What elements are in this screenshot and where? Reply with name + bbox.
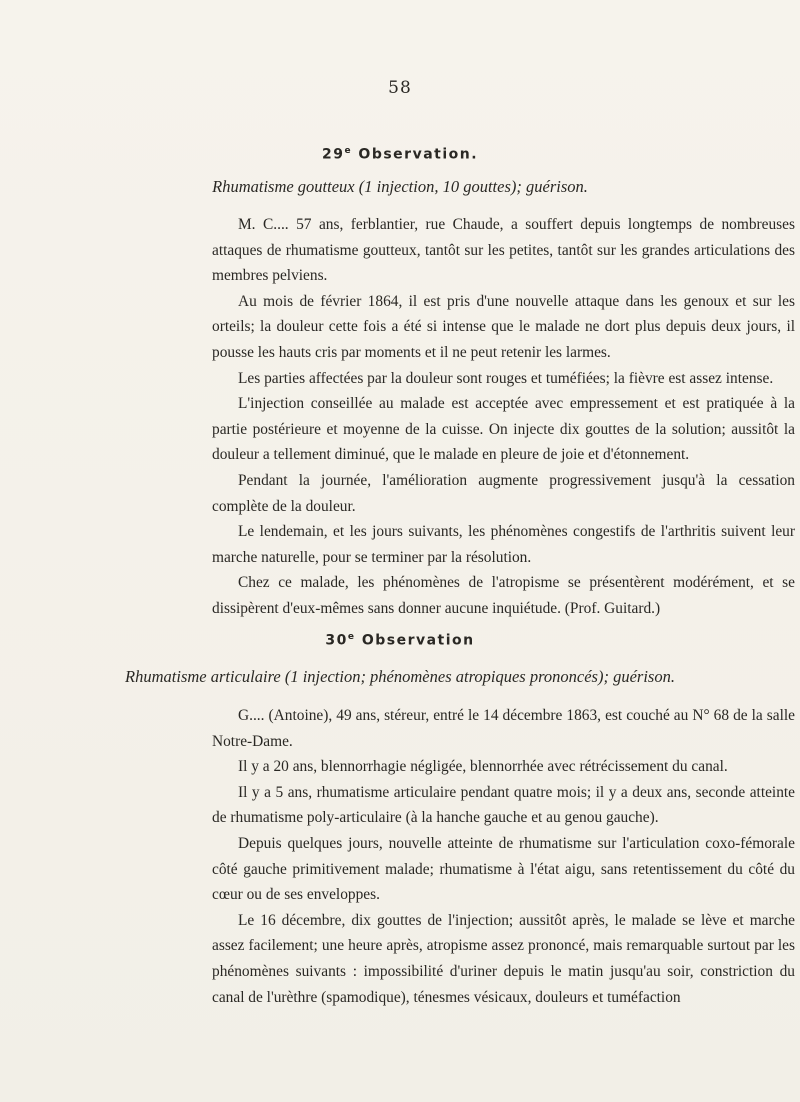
observation-29-sup: e [344, 146, 353, 156]
observation-30-paragraph-5: Le 16 décembre, dix gouttes de l'injection; aussitôt après, le malade se lève et marche assez facilement; une heure après, atropisme assez prononcé, mais remarquable surtout par les phénomènes suivants : impossibilité d'uriner depuis le matin jusqu'au soir, constriction du canal de l'urèthre (spamodique), ténesmes vésicaux, douleurs et tuméfaction [212, 911, 795, 1006]
observation-30-word: Observation [361, 632, 475, 649]
observation-30-sup: e [347, 632, 356, 642]
observation-29-word: Observation. [358, 146, 479, 163]
observation-29-paragraph-5: Pendant la journée, l'amélioration augmente progressivement jusqu'à la cessation complète de la douleur. [212, 471, 795, 515]
page-number: 58 [388, 78, 412, 98]
observation-30-paragraph-1: G.... (Antoine), 49 ans, stéreur, entré le 14 décembre 1863, est couché au N° 68 de la salle Notre-Dame. [212, 707, 795, 750]
observation-30-paragraph-4: Depuis quelques jours, nouvelle atteinte de rhumatisme sur l'articulation coxo-fémorale côté gauche primitivement malade; rhumatisme à l'état aigu, sans retentissement du côté du cœur ou de ses enveloppes. [212, 834, 795, 904]
observation-29-number: 29 [321, 146, 345, 163]
observation-30-number: 30 [325, 632, 348, 649]
observation-29-paragraph-4: L'injection conseillée au malade est acceptée avec empressement et est pratiquée à la partie postérieure et moyenne de la cuisse. On injecte dix gouttes de la solution; aussitôt la douleur a tellement diminué, que le malade en pleure de joie et d'étonnement. [212, 395, 795, 464]
observation-29-paragraph-6: Le lendemain, et les jours suivants, les phénomènes congestifs de l'arthritis suivent leur marche naturelle, pour se terminer par la résolution. [212, 523, 795, 566]
observation-29-heading [0, 146, 800, 163]
observation-29-body [212, 212, 795, 622]
observation-29-paragraph-7: Chez ce malade, les phénomènes de l'atropisme se présentèrent modérément, et se dissipèrent d'eux-mêmes sans donner aucune inquiétude. (Prof. Guitard.) [212, 574, 795, 617]
observation-29-paragraph-2: Au mois de février 1864, il est pris d'une nouvelle attaque dans les genoux et sur les orteils; la douleur cette fois a été si intense que le malade ne dort plus depuis deux jours, il pousse les hauts cris par moments et il ne peut retenir les larmes. [212, 292, 795, 361]
observation-30-heading [0, 632, 800, 649]
observation-29-paragraph-1: M. C.... 57 ans, ferblantier, rue Chaude, a souffert depuis longtemps de nombreuses attaques de rhumatisme goutteux, tantôt sur les petites, tantôt sur les grandes articulations des membres pelviens. [212, 216, 795, 285]
observation-29-subtitle: Rhumatisme goutteux (1 injection, 10 gouttes); guérison. [212, 177, 588, 196]
observation-30-paragraph-2: Il y a 20 ans, blennorrhagie négligée, blennorrhée avec rétrécissement du canal. [238, 758, 728, 776]
observation-29-paragraph-3: Les parties affectées par la douleur sont rouges et tuméfiées; la fièvre est assez intense. [238, 369, 774, 387]
observation-30-subtitle: Rhumatisme articulaire (1 injection; phénomènes atropiques prononcés); guérison. [125, 667, 675, 686]
observation-30-body [212, 703, 795, 1010]
observation-30-paragraph-3: Il y a 5 ans, rhumatisme articulaire pendant quatre mois; il y a deux ans, seconde atteinte de rhumatisme poly-articulaire (à la hanche gauche et au genou gauche). [212, 783, 795, 827]
